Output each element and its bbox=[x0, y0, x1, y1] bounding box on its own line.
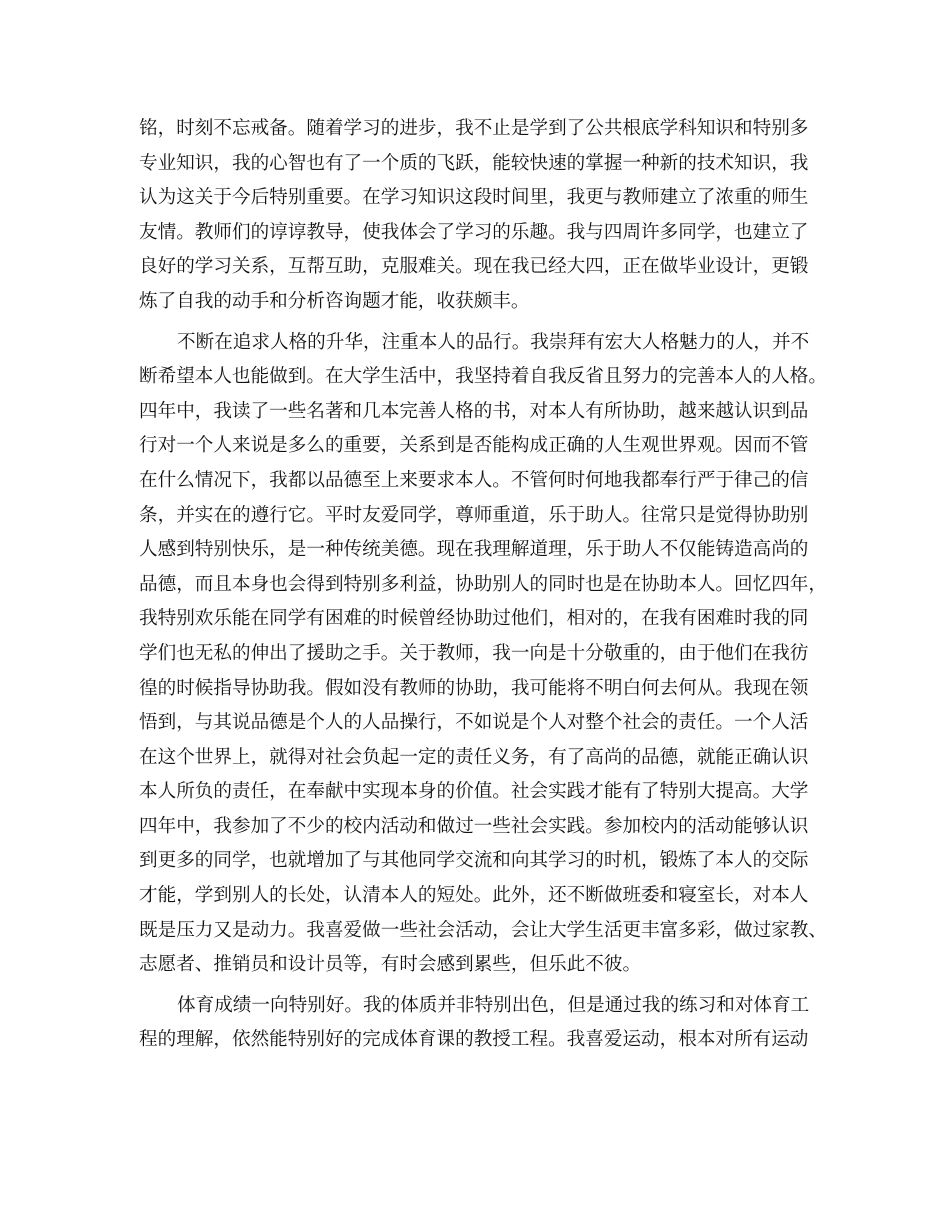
text-line: 悟到，与其说品德是个人的人品操行，不如说是个人对整个社会的责任。一个人活 bbox=[139, 712, 809, 734]
text-line: 友情。教师们的谆谆教导，使我体会了学习的乐趣。我与四周许多同学，也建立了 bbox=[139, 221, 809, 243]
text-line: 在这个世界上，就得对社会负起一定的责任义务，有了高尚的品德，就能正确认识 bbox=[139, 746, 809, 768]
text-line: 行对一个人来说是多么的重要，关系到是否能构成正确的人生观世界观。因而不管 bbox=[139, 435, 809, 457]
text-line: 条，并实在的遵行它。平时友爱同学，尊师重道，乐于助人。往常只是觉得协助别 bbox=[139, 504, 809, 526]
text-line: 志愿者、推销员和设计员等，有时会感到累些，但乐此不彼。 bbox=[139, 954, 642, 976]
text-line: 专业知识，我的心智也有了一个质的飞跃，能较快速的掌握一种新的技术知识，我 bbox=[139, 152, 809, 174]
paragraph-first-line: 体育成绩一向特别好。我的体质并非特别出色，但是通过我的练习和对体育工 bbox=[177, 994, 810, 1016]
text-line: 我特别欢乐能在同学有困难的时候曾经协助过他们，相对的，在我有困难时我的同 bbox=[139, 608, 809, 630]
text-line: 认为这关于今后特别重要。在学习知识这段时间里，我更与教师建立了浓重的师生 bbox=[139, 187, 809, 209]
text-line: 断希望本人也能做到。在大学生活中，我坚持着自我反省且努力的完善本人的人格。 bbox=[139, 366, 827, 388]
paragraph-first-line: 不断在追求人格的升华，注重本人的品行。我崇拜有宏大人格魅力的人，并不 bbox=[177, 331, 810, 353]
text-line: 程的理解，依然能特别好的完成体育课的教授工程。我喜爱运动，根本对所有运动 bbox=[139, 1029, 809, 1051]
text-line: 既是压力又是动力。我喜爱做一些社会活动，会让大学生活更丰富多彩，做过家教、 bbox=[139, 919, 827, 941]
text-line: 在什么情况下，我都以品德至上来要求本人。不管何时何地我都奉行严于律己的信 bbox=[139, 469, 809, 491]
text-line: 四年中，我参加了不少的校内活动和做过一些社会实践。参加校内的活动能够认识 bbox=[139, 815, 809, 837]
text-line: 四年中，我读了一些名著和几本完善人格的书，对本人有所协助，越来越认识到品 bbox=[139, 400, 809, 422]
text-line: 铭，时刻不忘戒备。随着学习的进步，我不止是学到了公共根底学科知识和特别多 bbox=[139, 118, 809, 139]
text-line: 学们也无私的伸出了援助之手。关于教师，我一向是十分敬重的，由于他们在我彷 bbox=[139, 642, 809, 664]
text-line: 人感到特别快乐，是一种传统美德。现在我理解道理，乐于助人不仅能铸造高尚的 bbox=[139, 539, 809, 561]
text-line: 才能，学到别人的长处，认清本人的短处。此外，还不断做班委和寝室长，对本人 bbox=[139, 885, 809, 907]
text-line: 徨的时候指导协助我。假如没有教师的协助，我可能将不明白何去何从。我现在领 bbox=[139, 677, 809, 699]
text-line: 良好的学习关系，互帮互助，克服难关。现在我已经大四，正在做毕业设计，更锻 bbox=[139, 256, 809, 278]
body-text bbox=[139, 112, 829, 1058]
text-line: 品德，而且本身也会得到特别多利益，协助别人的同时也是在协助本人。回忆四年， bbox=[139, 573, 827, 595]
text-line: 本人所负的责任，在奉献中实现本身的价值。社会实践才能有了特别大提高。大学 bbox=[139, 781, 809, 803]
text-line: 到更多的同学，也就增加了与其他同学交流和向其学习的时机，锻炼了本人的交际 bbox=[139, 850, 809, 872]
text-line: 炼了自我的动手和分析咨询题才能，收获颇丰。 bbox=[139, 290, 530, 312]
